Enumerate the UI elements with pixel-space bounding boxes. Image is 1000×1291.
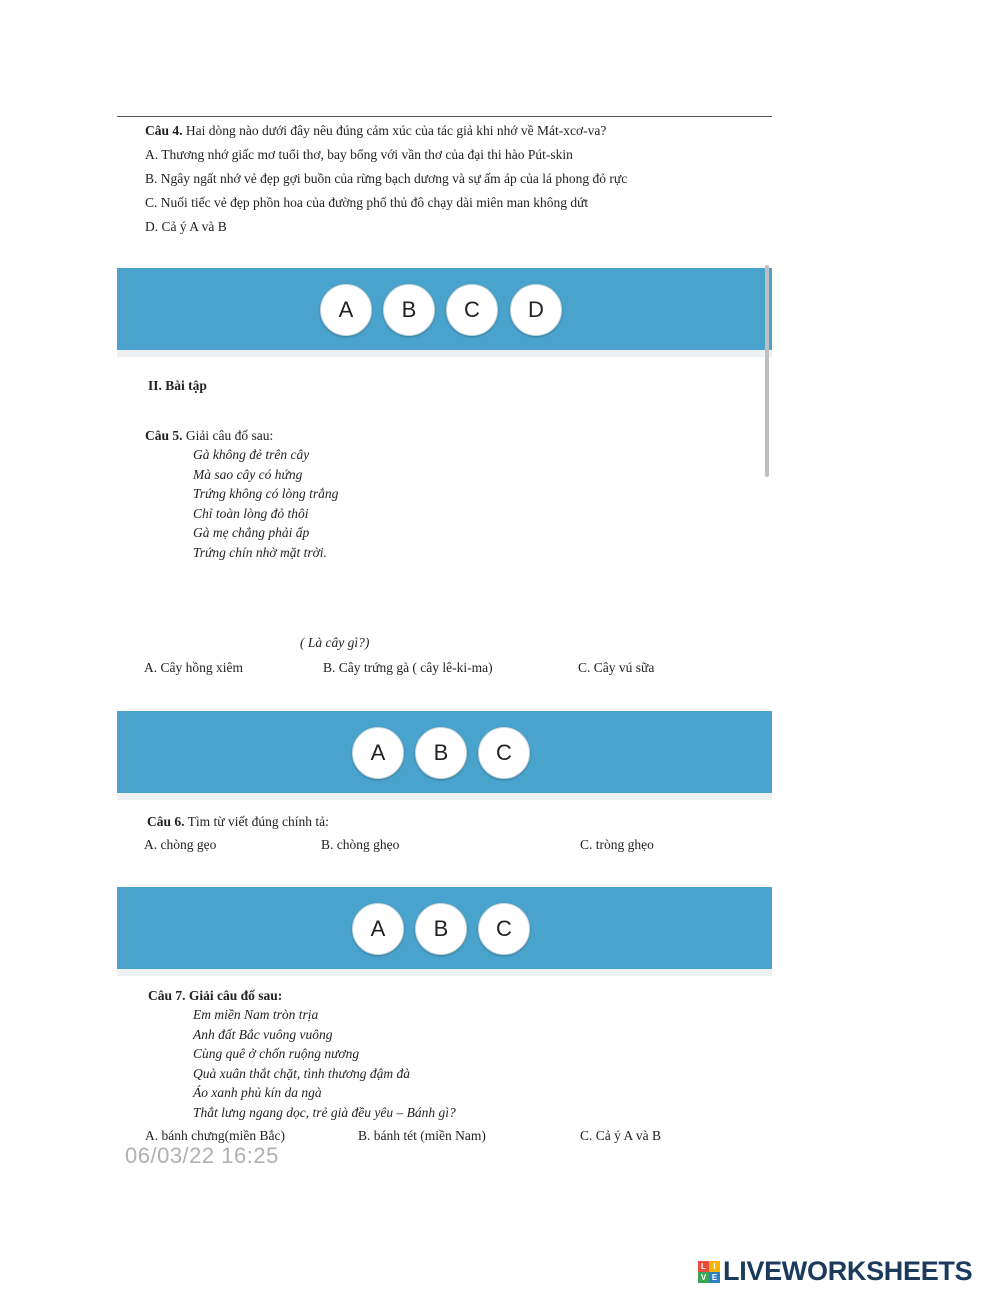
answer-button-c[interactable]: C <box>446 284 498 336</box>
question-7-option-c: C. Cả ý A và B <box>580 1128 662 1143</box>
top-divider <box>117 116 772 117</box>
band-separator <box>117 793 772 800</box>
poem-line: Quà xuân thắt chặt, tình thương đậm đà <box>193 1065 411 1081</box>
question-5-option-b: B. Cây trứng gà ( cây lê-ki-ma) <box>323 660 493 675</box>
section-title <box>148 376 207 395</box>
logo-mark-letter: L <box>698 1261 709 1272</box>
section-title-text: II. Bài tập <box>148 378 207 393</box>
poem-line: Thắt lưng ngang dọc, trẻ già đều yêu – Bánh gì? <box>193 1104 456 1120</box>
poem-line: Trứng chín nhờ mặt trời. <box>193 544 327 560</box>
question-7-option-b: B. bánh tét (miền Nam) <box>358 1128 486 1143</box>
poem-line: Trứng không có lòng trắng <box>193 486 339 501</box>
scrollbar[interactable] <box>765 265 769 477</box>
question-5-option-c: C. Cây vú sữa <box>578 660 655 675</box>
question-6-text: Tìm từ viết đúng chính tả: <box>187 814 329 829</box>
band-separator <box>117 969 772 976</box>
answer-button-a[interactable]: A <box>320 284 372 336</box>
logo-mark-letter: V <box>698 1272 709 1283</box>
question-7-poem <box>193 1005 456 1122</box>
answer-button-b[interactable]: B <box>415 727 467 779</box>
question-4-option-a: A. Thương nhớ giấc mơ tuổi thơ, bay bổng với vần thơ của đại thi hào Pút-skin <box>145 147 573 162</box>
answer-button-c[interactable]: C <box>478 903 530 955</box>
question-4-option-c: C. Nuối tiếc vẻ đẹp phồn hoa của đường phố thủ đô chạy dài miên man không dứt <box>145 195 589 210</box>
question-6-option-c: C. tròng ghẹo <box>580 837 654 852</box>
band-separator <box>117 350 772 357</box>
answer-button-b[interactable]: B <box>383 284 435 336</box>
question-6-option-a: A. chòng gẹo <box>144 837 217 852</box>
question-4 <box>145 121 627 236</box>
poem-line: Gà không đẻ trên cây <box>193 447 310 462</box>
question-6-option-b: B. chòng ghẹo <box>321 837 400 852</box>
question-7 <box>148 986 282 1005</box>
poem-line: Em miền Nam tròn trịa <box>193 1007 319 1022</box>
answer-band-question-4 <box>117 268 772 350</box>
poem-line: Cùng quê ở chốn ruộng nương <box>193 1046 360 1061</box>
question-5 <box>145 426 273 445</box>
answer-button-d[interactable]: D <box>510 284 562 336</box>
logo-mark-icon <box>698 1261 720 1283</box>
logo-text: LIVEWORKSHEETS <box>723 1256 973 1286</box>
answer-button-a[interactable]: A <box>352 727 404 779</box>
question-4-text: Hai dòng nào dưới đây nêu đúng cảm xúc của tác giả khi nhớ về Mát-xcơ-va? <box>185 123 607 138</box>
question-5-hint: ( Là cây gì?) <box>300 635 370 650</box>
question-6 <box>147 812 329 831</box>
question-5-poem <box>193 445 338 562</box>
question-4-option-b: B. Ngây ngất nhớ vẻ đẹp gợi buồn của rừng bạch dương và sự ấm áp của lá phong đỏ rực <box>145 171 628 186</box>
poem-line: Gà mẹ chẳng phải ấp <box>193 525 310 540</box>
question-4-label: Câu 4. <box>145 123 183 138</box>
question-4-option-d: D. Cả ý A và B <box>145 219 227 234</box>
poem-line: Mà sao cây có hứng <box>193 466 303 482</box>
poem-line: Chỉ toàn lòng đỏ thôi <box>193 505 309 521</box>
question-7-label: Câu 7. Giải câu đố sau: <box>148 988 283 1003</box>
logo-mark-letter: E <box>709 1272 720 1283</box>
liveworksheets-logo <box>698 1256 972 1287</box>
answer-button-c[interactable]: C <box>478 727 530 779</box>
logo-mark-letter: I <box>709 1261 720 1272</box>
answer-button-a[interactable]: A <box>352 903 404 955</box>
photo-timestamp: 06/03/22 16:25 <box>125 1143 279 1168</box>
question-5-label: Câu 5. <box>145 428 183 443</box>
question-5-text: Giải câu đố sau: <box>185 428 274 443</box>
question-5-option-a: A. Cây hồng xiêm <box>144 660 243 675</box>
question-6-label: Câu 6. <box>147 814 185 829</box>
poem-line: Áo xanh phủ kín da ngà <box>193 1085 322 1100</box>
poem-line: Anh đất Bắc vuông vuông <box>193 1026 333 1042</box>
answer-button-b[interactable]: B <box>415 903 467 955</box>
question-7-option-a: A. bánh chưng(miền Bắc) <box>145 1128 286 1143</box>
